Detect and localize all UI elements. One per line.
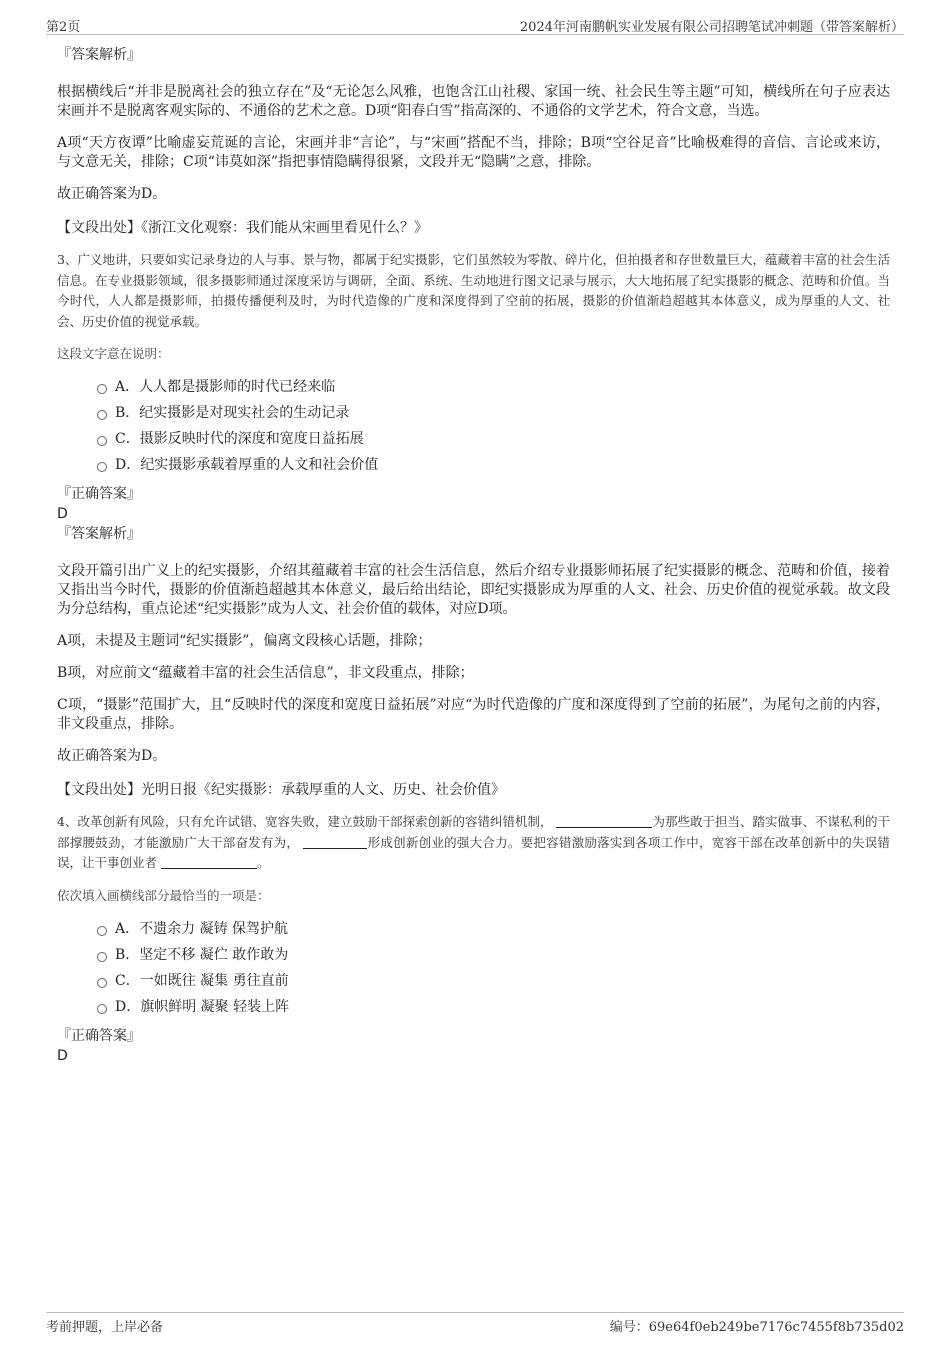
option-a[interactable]: A．人人都是摄影师的时代已经来临: [57, 374, 890, 400]
analysis-paragraph: C项，“摄影”范围扩大，且“反映时代的深度和宽度日益拓展”对应“为时代造像的广度和深度得到了空前的拓展”，为尾句之前的内容，非文段重点，排除。: [57, 697, 890, 732]
analysis-paragraph: B项，对应前文“蕴藏着丰富的社会生活信息”，非文段重点，排除；: [57, 665, 474, 681]
correct-answer: D: [57, 506, 68, 522]
correct-answer-label: 『正确答案』: [57, 1027, 141, 1044]
question-4-options: [57, 916, 890, 1020]
correct-answer-label: 『正确答案』: [57, 486, 141, 502]
option-d[interactable]: D．纪实摄影承载着厚重的人文和社会价值: [57, 452, 890, 478]
document-title: 2024年河南鹏帆实业发展有限公司招聘笔试冲刺题（带答案解析）: [519, 20, 904, 35]
option-c[interactable]: C．摄影反映时代的深度和宽度日益拓展: [57, 426, 890, 452]
analysis-paragraph: 文段开篇引出广义上的纪实摄影，介绍其蕴藏着丰富的社会生活信息，然后介绍专业摄影师拓展了纪实摄影的概念、范畴和价值，接着又指出当今时代，摄影的价值渐趋超越其本体意义，最后给出结论，即纪实摄影成为厚重的人文、社会、历史价值的视觉承载。故文段为分总结构，重点论述“纪实摄影”成为人文、社会价值的载体，对应D项。: [57, 563, 890, 617]
radio-circle-icon[interactable]: [97, 436, 107, 446]
page-header: [46, 14, 904, 35]
analysis-label: 『答案解析』: [57, 47, 141, 63]
radio-circle-icon[interactable]: [97, 1004, 107, 1014]
page-footer: [46, 1312, 904, 1335]
question-3-options: [57, 374, 890, 478]
passage-source: 【文段出处】《浙江文化观察：我们能从宋画里看见什么？》: [57, 220, 428, 236]
fill-blank-3[interactable]: [161, 856, 257, 869]
radio-circle-icon[interactable]: [97, 926, 107, 936]
radio-circle-icon[interactable]: [97, 384, 107, 394]
question-3-text: 3、广义地讲，只要如实记录身边的人与事、景与物，都属于纪实摄影，它们虽然较为零散、碎片化，但拍摄者和存世数量巨大，蕴藏着丰富的社会生活信息。在专业摄影领域，很多摄影师通过深度采访与调研，全面、系统、生动地进行图文记录与展示，大大地拓展了纪实摄影的概念、范畴和价值。当今时代，人人都是摄影师，拍摄传播便利及时，为时代造像的广度和深度得到了空前的拓展，摄影的价值渐趋超越其本体意义，成为厚重的人文、社会、历史价值的视觉承载。: [57, 252, 890, 329]
option-b[interactable]: B．纪实摄影是对现实社会的生动记录: [57, 400, 890, 426]
radio-circle-icon[interactable]: [97, 952, 107, 962]
analysis-paragraph: A项，未提及主题词“纪实摄影”，偏离文段核心话题，排除；: [57, 633, 432, 649]
option-a[interactable]: A．不遗余力 凝铸 保驾护航: [57, 916, 890, 942]
question-4-text: 4、改革创新有风险，只有允许试错、宽容失败，建立鼓励干部探索创新的容错纠错机制， 为那些敢于担当、踏实做事、不谋私利的干部撑腰鼓劲，才能激励广大干部奋发有为， 形成创新创业的强大合力。要把容错激励落实到各项工作中，宽容干部在改革创新中的失误错误，让干事创业者 。: [57, 814, 890, 870]
fill-blank-2[interactable]: [303, 836, 367, 849]
analysis-paragraph: 根据横线后“并非是脱离社会的独立存在”及“无论怎么风雅，也饱含江山社稷、家国一统、社会民生等主题”可知，横线所在句子应表达宋画并不是脱离客观实际的、不通俗的艺术之意。D项“阳春白雪”指高深的、不通俗的文学艺术，符合文意，当选。: [57, 84, 890, 119]
analysis-label: 『答案解析』: [57, 526, 141, 542]
analysis-conclusion: 故正确答案为D。: [57, 748, 167, 764]
option-b[interactable]: B．坚定不移 凝伫 敢作敢为: [57, 942, 890, 968]
radio-circle-icon[interactable]: [97, 462, 107, 472]
analysis-paragraph: A项“天方夜谭”比喻虚妄荒诞的言论，宋画并非“言论”，与“宋画”搭配不当，排除；B项“空谷足音”比喻极难得的音信、言论或来访，与文意无关，排除；C项“讳莫如深”指把事情隐瞒得很紧，文段并无“隐瞒”之意，排除。: [57, 135, 890, 170]
footer-slogan: 考前押题，上岸必备: [46, 1320, 164, 1335]
passage-source: 【文段出处】光明日报《纪实摄影：承载厚重的人文、历史、社会价值》: [57, 782, 505, 798]
document-body: [57, 45, 890, 1066]
analysis-conclusion: 故正确答案为D。: [57, 186, 167, 202]
radio-circle-icon[interactable]: [97, 410, 107, 420]
document-id: 编号：69e64f0eb249be7176c7455f8b735d02: [609, 1320, 904, 1335]
radio-circle-icon[interactable]: [97, 978, 107, 988]
page-number: 第2页: [46, 20, 81, 35]
option-c[interactable]: C．一如既往 凝集 勇往直前: [57, 968, 890, 994]
question-3-prompt: 这段文字意在说明：: [57, 346, 170, 361]
correct-answer: D: [57, 1047, 68, 1064]
fill-blank-1[interactable]: [556, 815, 652, 828]
option-d[interactable]: D．旗帜鲜明 凝聚 轻装上阵: [57, 994, 890, 1020]
question-4-prompt: 依次填入画横线部分最恰当的一项是：: [57, 887, 270, 903]
